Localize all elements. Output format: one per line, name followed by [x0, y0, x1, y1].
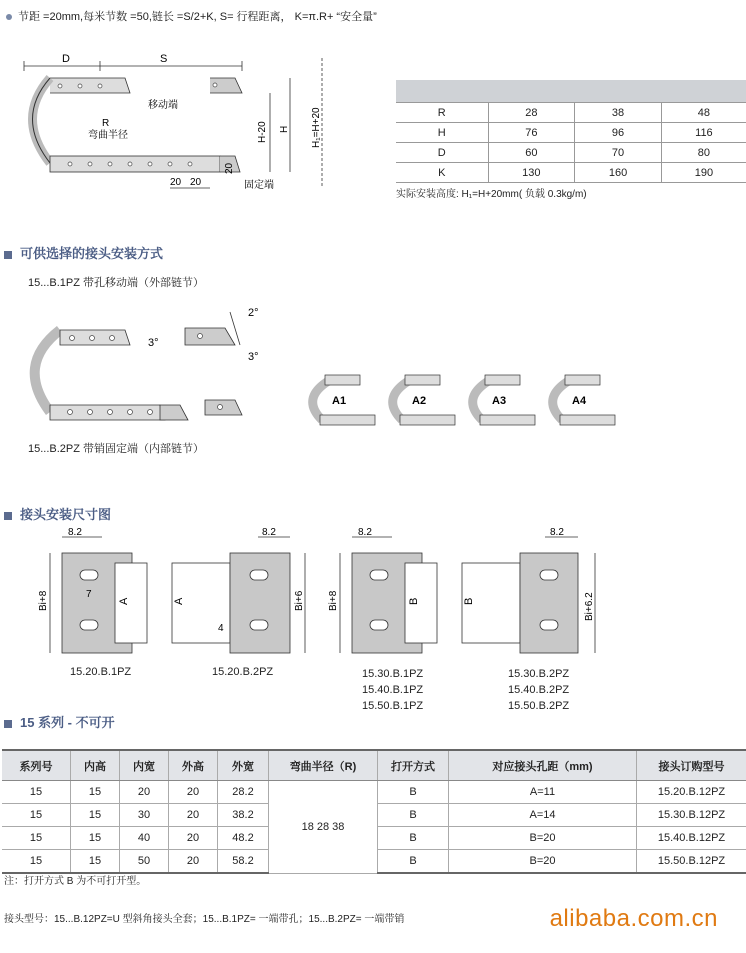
dim-8-2-c: 8.2 — [358, 527, 372, 538]
label-b-1: B — [408, 597, 420, 605]
dim-bi6: Bi+6 — [294, 590, 305, 611]
caption-list-2pz: 15.30.B.2PZ 15.40.B.2PZ 15.50.B.2PZ — [508, 668, 570, 712]
joint-install-diagram — [20, 300, 270, 430]
dim-7: 7 — [86, 589, 92, 600]
square-bullet-icon — [4, 720, 12, 728]
table-row: K 130 160 190 — [396, 163, 746, 183]
caption-15-20-b-2pz: 15.20.B.2PZ — [212, 666, 274, 678]
bullet-icon — [6, 14, 12, 20]
label-20-a: 20 — [170, 177, 182, 188]
joint-dim-right — [320, 525, 610, 660]
dim-bi8-right: Bi+8 — [328, 590, 339, 611]
label-hf: H₁=H+20 — [311, 107, 322, 148]
label-moving-end: 移动端 — [148, 100, 178, 111]
square-bullet-icon — [4, 251, 12, 259]
label-d: D — [62, 53, 70, 65]
variant-a3: A3 — [492, 395, 507, 407]
dim-bi62: Bi+6.2 — [584, 592, 595, 621]
section-title-series-15: 15 系列 - 不可开 — [4, 712, 115, 731]
label-h20: H-20 — [257, 121, 268, 143]
top-note: 节距 =20mm,每米节数 =50,链长 =S/2+K, S= 行程距离， K=π.R+ “安全量” — [6, 8, 377, 24]
label-h: H — [279, 125, 290, 133]
caption-15-20-b-1pz: 15.20.B.1PZ — [70, 666, 132, 678]
caption-fixed-end: 15...B.2PZ 带销固定端（内部链节） — [28, 443, 205, 455]
table-row: R 28 38 48 — [396, 103, 746, 123]
section-title-install-methods: 可供选择的接头安装方式 — [4, 243, 163, 262]
table-row: 15 15 50 20 58.2 B B=20 15.50.B.12PZ — [2, 850, 746, 874]
table-row: H 76 96 116 — [396, 123, 746, 143]
dim-bi8: Bi+8 — [38, 590, 49, 611]
variant-diagrams — [300, 370, 640, 430]
angle-a: 3° — [148, 337, 159, 349]
caption-list-1pz: 15.30.B.1PZ 15.40.B.1PZ 15.50.B.1PZ — [362, 668, 424, 712]
bend-radius-cell: 18 28 38 — [269, 781, 378, 874]
caption-moving-end: 15...B.1PZ 带孔移动端（外部链节） — [28, 277, 205, 289]
label-s: S — [160, 53, 168, 65]
label-a-2: A — [173, 597, 185, 605]
watermark: alibaba.com.cn — [549, 905, 718, 932]
note-joint-types: 接头型号：15...B.12PZ=U 型斜角接头全套；15...B.1PZ= 一端带孔；15...B.2PZ= 一端带销 — [4, 914, 405, 925]
table-row: D 60 70 80 — [396, 143, 746, 163]
angle-c: 3° — [248, 351, 259, 363]
square-bullet-icon — [4, 512, 12, 520]
label-a-1: A — [118, 597, 130, 605]
label-fixed-end: 固定端 — [244, 180, 274, 191]
section-title-joint-dimensions: 接头安装尺寸图 — [4, 504, 111, 523]
variant-a4: A4 — [572, 395, 587, 407]
note-open-type: 注：打开方式 B 为不可打开型。 — [4, 876, 147, 887]
label-bend-radius: 弯曲半径 — [88, 130, 128, 141]
spec-table: 系列号 内高 内宽 外高 外宽 弯曲半径（R) 打开方式 对应接头孔距（mm) 接头订购型号 15 15 20 20 28.2 18 28 38 B A=11 15.20.B.12PZ 15 15 30 20 38.2 B A=14 15.30.B.12PZ 15 15 40 20 48.2 B B=20 15.40.B.12PZ 15 15 50 20 58.2 B B=20 15.50.B.12PZ — [2, 749, 746, 874]
table-row: 15 15 40 20 48.2 B B=20 15.40.B.12PZ — [2, 827, 746, 850]
table-row: 15 15 30 20 38.2 B A=14 15.30.B.12PZ — [2, 804, 746, 827]
chain-dimension-diagram — [10, 48, 350, 208]
table-row: 15 15 20 20 28.2 18 28 38 B A=11 15.20.B.12PZ — [2, 781, 746, 804]
angle-b: 2° — [248, 307, 259, 319]
joint-dim-left — [30, 525, 330, 660]
dim-8-2-d: 8.2 — [550, 527, 564, 538]
label-20-c: 20 — [224, 162, 235, 174]
label-b-2: B — [463, 597, 475, 605]
table-note: 实际安装高度: H₁=H+20mm( 负载 0.3kg/m) — [396, 189, 587, 200]
label-20-b: 20 — [190, 177, 202, 188]
dim-8-2-b: 8.2 — [262, 527, 276, 538]
radius-table — [396, 80, 746, 183]
variant-a2: A2 — [412, 395, 427, 407]
dim-8-2-a: 8.2 — [68, 527, 82, 538]
variant-a1: A1 — [332, 395, 347, 407]
label-r: R — [102, 118, 110, 129]
dim-4: 4 — [218, 623, 224, 634]
